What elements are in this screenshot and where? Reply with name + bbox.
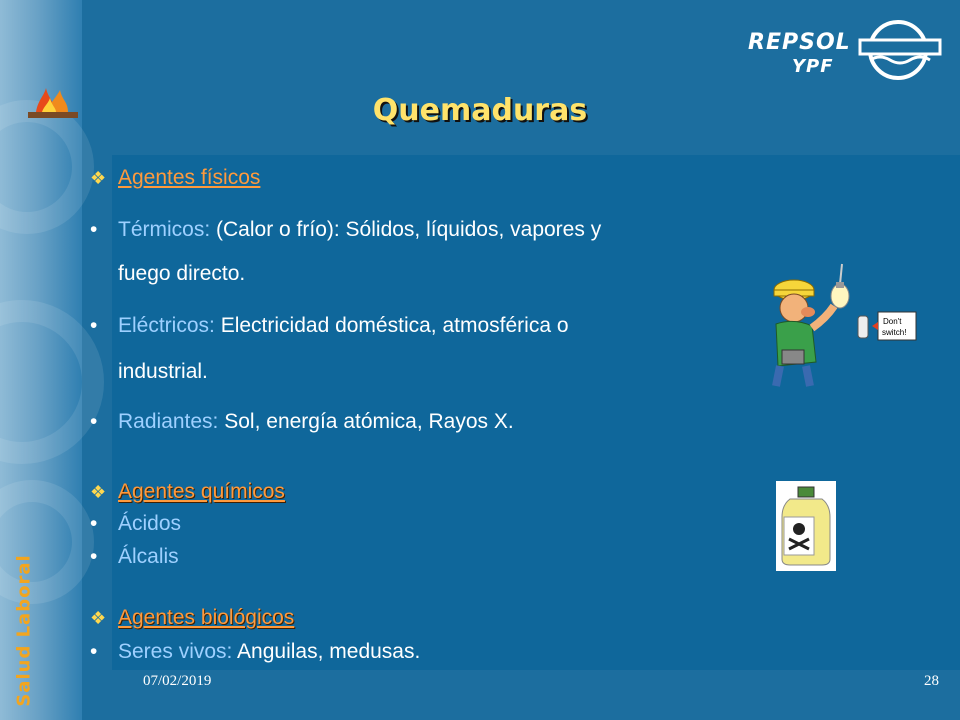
bullet-icon: • [90, 512, 98, 535]
list-item: • Eléctricos: Electricidad doméstica, atmosférica o [90, 314, 569, 337]
diamond-bullet-icon: ❖ [90, 168, 107, 188]
list-item-continuation: fuego directo. [118, 262, 246, 285]
list-item-continuation: industrial. [118, 360, 208, 383]
repsol-logo [748, 18, 948, 82]
repsol-emblem-icon [856, 18, 946, 82]
bullet-icon: • [90, 314, 98, 337]
list-item: • Térmicos: (Calor o frío): Sólidos, líquidos, vapores y [90, 218, 602, 241]
footer-date: 07/02/2019 [143, 673, 212, 689]
link-agentes-fisicos[interactable]: Agentes físicos [118, 166, 261, 189]
poison-bottle-clipart [776, 481, 836, 571]
side-label: Salud Laboral [13, 554, 35, 707]
sign-text-line-2: switch! [882, 328, 907, 337]
slide-title: Quemaduras [372, 93, 588, 128]
section-biologicos-heading[interactable] [90, 606, 294, 630]
bullet-icon: • [90, 410, 98, 433]
section-quimicos-heading[interactable] [90, 480, 285, 504]
logo-line-2: YPF [792, 56, 834, 77]
diamond-bullet-icon: ❖ [90, 608, 107, 628]
bullet-icon: • [90, 545, 98, 568]
diamond-bullet-icon: ❖ [90, 482, 107, 502]
bullet-icon: • [90, 640, 98, 663]
worker-clipart [760, 262, 920, 390]
logo-line-1: REPSOL [748, 30, 851, 55]
list-item: • Ácidos [90, 512, 182, 535]
link-agentes-biologicos[interactable]: Agentes biológicos [118, 606, 295, 629]
sign-text-line-1: Don't [883, 317, 902, 326]
page-number: 28 [924, 673, 939, 689]
list-item: • Álcalis [90, 545, 179, 568]
section-fisicos-heading[interactable] [90, 166, 260, 190]
link-agentes-quimicos[interactable]: Agentes químicos [118, 480, 285, 503]
list-item: • Radiantes: Sol, energía atómica, Rayos X. [90, 410, 514, 433]
bullet-icon: • [90, 218, 98, 241]
list-item: • Seres vivos: Anguilas, medusas. [90, 640, 421, 663]
